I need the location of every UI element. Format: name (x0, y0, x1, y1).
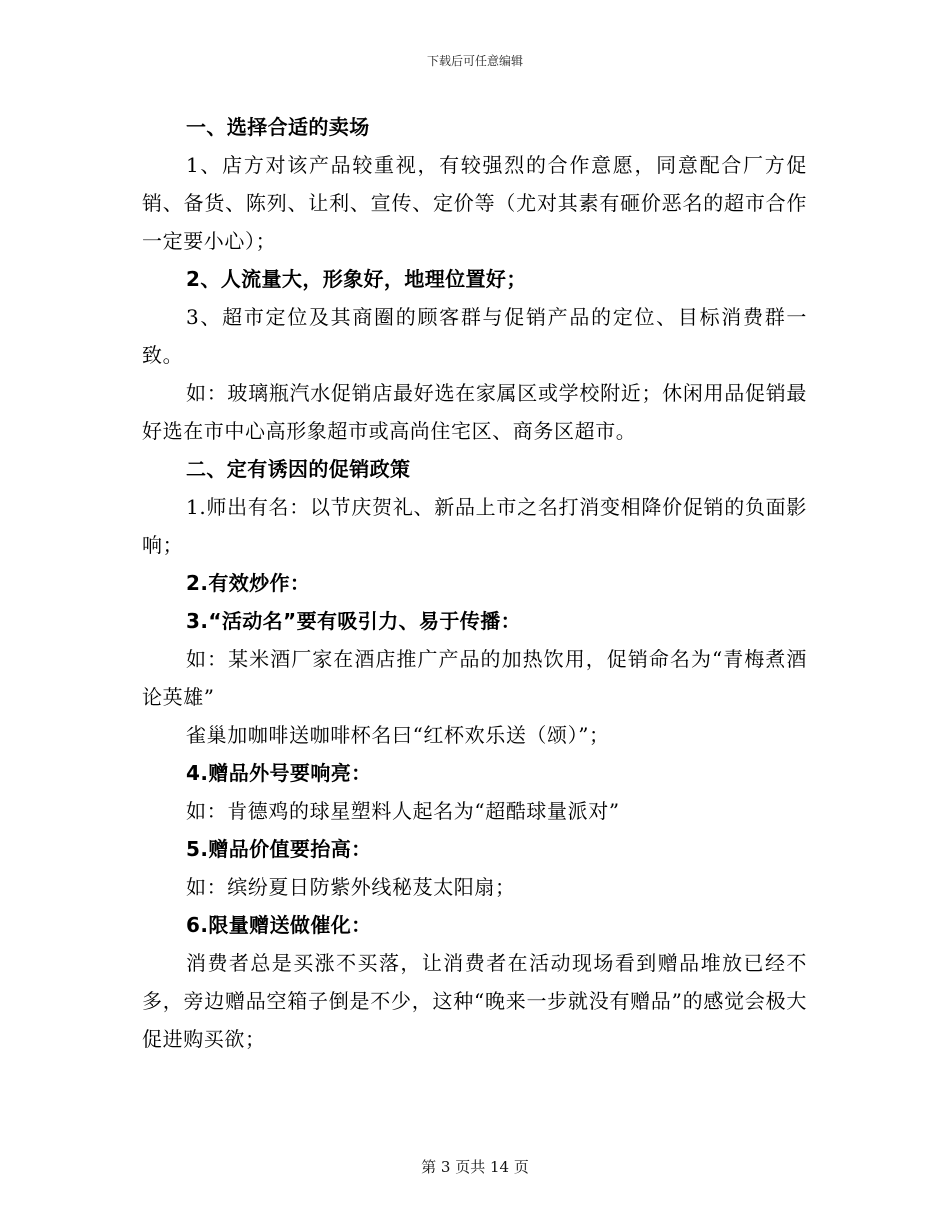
document-body (142, 108, 807, 1058)
subheading-2: 2、人流量大，形象好，地理位置好； (186, 267, 527, 291)
page-header: 下载后可任意编辑 (426, 54, 523, 68)
body-paragraph: 3、超市定位及其商圈的顾客群与促销产品的定位、目标消费群一致。 (142, 305, 807, 367)
example-paragraph: 如：玻璃瓶汽水促销店最好选在家属区或学校附近；休闲用品促销最好选在市中心高形象超市或高尚住宅区、商务区超市。 (142, 381, 807, 443)
body-paragraph: 1、店方对该产品较重视，有较强烈的合作意愿，同意配合厂方促销、备货、陈列、让利、宣传、定价等（尤对其素有砸价恶名的超市合作一定要小心）； (142, 153, 807, 253)
subheading-limited-gift: 6.限量赠送做催化： (186, 913, 372, 937)
section-heading-2: 二、定有诱因的促销政策 (186, 457, 411, 481)
body-paragraph: 消费者总是买涨不买落，让消费者在活动现场看到赠品堆放已经不多，旁边赠品空箱子倒是不少，这种“晚来一步就没有赠品”的感觉会极大促进购买欲； (142, 951, 807, 1051)
subheading-effective-hype: 2.有效炒作： (186, 571, 311, 595)
example-paragraph: 如：某米酒厂家在酒店推广产品的加热饮用，促销命名为“青梅煮酒论英雄” (142, 647, 807, 709)
page-number: 第 3 页共 14 页 (421, 1158, 529, 1176)
subheading-activity-name: 3.“活动名”要有吸引力、易于传播： (186, 609, 522, 633)
subheading-gift-nickname: 4.赠品外号要响亮： (186, 761, 372, 785)
example-paragraph: 如：缤纷夏日防紫外线秘芨太阳扇； (186, 875, 516, 899)
example-paragraph: 雀巢加咖啡送咖啡杯名曰“红杯欢乐送（颂）”； (186, 723, 610, 747)
subheading-gift-value: 5.赠品价值要抬高： (186, 837, 372, 861)
section-heading-1: 一、选择合适的卖场 (186, 115, 370, 139)
example-paragraph: 如：肯德鸡的球星塑料人起名为“超酷球量派对” (186, 799, 620, 823)
body-paragraph: 1.师出有名：以节庆贺礼、新品上市之名打消变相降价促销的负面影响； (142, 495, 807, 557)
